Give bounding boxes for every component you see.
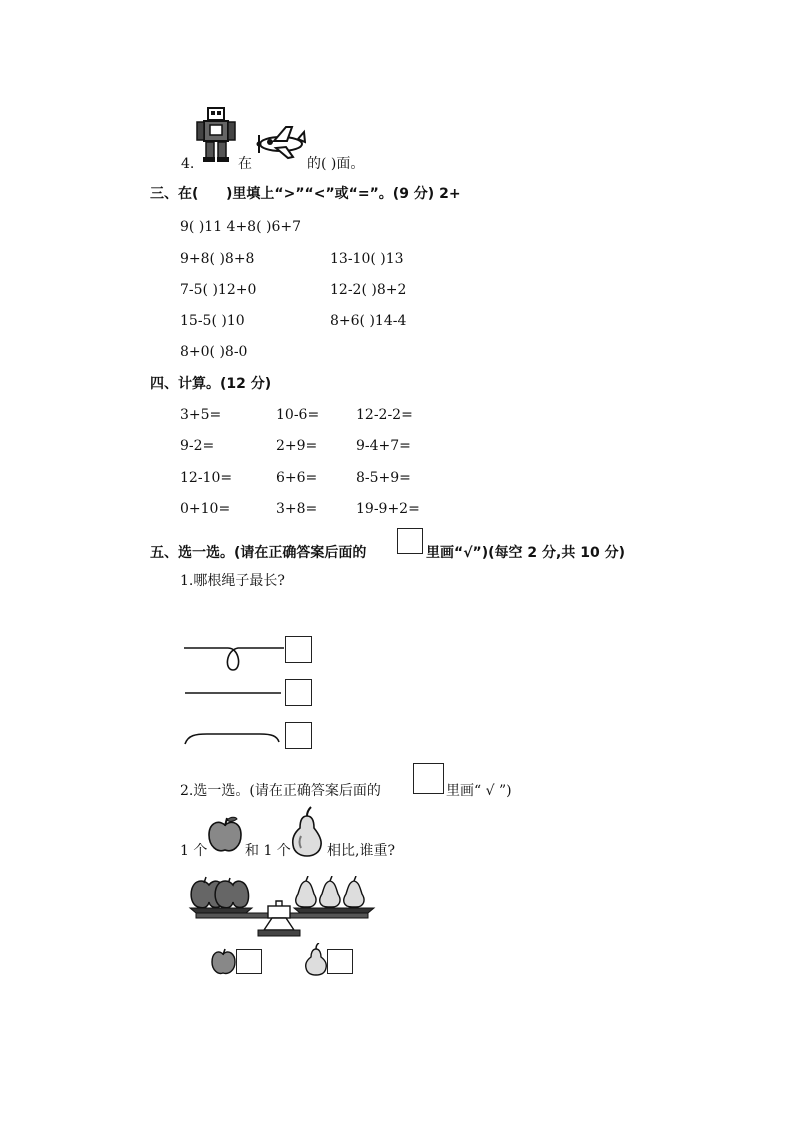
rope1-answer-box[interactable]: [285, 636, 312, 663]
section3-heading-a: 三、在(: [150, 186, 199, 202]
s4-r3-c2: 6+6=: [276, 470, 318, 486]
s4-r1-c2: 10-6=: [276, 407, 320, 423]
s4-r4-c3: 19-9+2=: [356, 501, 420, 517]
q4-number: 4.: [181, 156, 195, 172]
s3-row2-a: 9+8( )8+8: [180, 251, 255, 267]
s4-r2-c2: 2+9=: [276, 438, 318, 454]
s4-r3-c1: 12-10=: [180, 470, 233, 486]
apple-icon: [207, 815, 243, 855]
s4-r2-c3: 9-4+7=: [356, 438, 411, 454]
airplane-image: [254, 124, 306, 160]
q1-text: 1.哪根绳子最长?: [180, 573, 285, 589]
s4-r3-c3: 8-5+9=: [356, 470, 411, 486]
compare-text-b: 和 1 个: [245, 843, 291, 859]
pear-icon: [290, 806, 324, 858]
compare-text-c: 相比,谁重?: [327, 843, 395, 859]
s3-row3-a: 7-5( )12+0: [180, 282, 257, 298]
section4-heading: 四、计算。(12 分): [150, 376, 272, 392]
s3-row1: 9( )11 4+8( )6+7: [180, 219, 302, 235]
s3-row5: 8+0( )8-0: [180, 344, 248, 360]
rope2-answer-box[interactable]: [285, 679, 312, 706]
rope-with-loop: [182, 640, 286, 674]
q2-text-a: 2.选一选。(请在正确答案后面的: [180, 783, 381, 799]
section3-heading-b: )里填上“>”“<”或“=”。(9 分) 2+: [226, 186, 461, 202]
balance-scale-image: [188, 876, 380, 938]
s3-row4-b: 8+6( )14-4: [330, 313, 407, 329]
heading-answer-box: [397, 528, 423, 554]
robot-image: [196, 106, 236, 164]
s4-r1-c3: 12-2-2=: [356, 407, 413, 423]
q4-word-in: 在: [238, 156, 252, 172]
rope-straight: [184, 686, 284, 700]
section5-heading-b: 里画“√”)(每空 2 分,共 10 分): [426, 545, 625, 561]
s3-row2-b: 13-10( )13: [330, 251, 404, 267]
pear-answer-box[interactable]: [327, 949, 353, 974]
s4-r4-c2: 3+8=: [276, 501, 318, 517]
rope-curved: [182, 728, 282, 748]
pear-option-icon: [303, 943, 329, 977]
apple-option-icon: [210, 947, 237, 977]
section5-heading-a: 五、选一选。(请在正确答案后面的: [150, 545, 367, 561]
s3-row3-b: 12-2( )8+2: [330, 282, 407, 298]
s4-r4-c1: 0+10=: [180, 501, 231, 517]
s4-r2-c1: 9-2=: [180, 438, 215, 454]
apple-answer-box[interactable]: [236, 949, 262, 974]
s3-row4-a: 15-5( )10: [180, 313, 245, 329]
s4-r1-c1: 3+5=: [180, 407, 222, 423]
q4-tail: 的( )面。: [307, 156, 365, 172]
compare-text-a: 1 个: [180, 843, 208, 859]
q2-example-box: [413, 763, 444, 794]
q2-text-b: 里画“ √ ”): [446, 783, 512, 799]
rope3-answer-box[interactable]: [285, 722, 312, 749]
